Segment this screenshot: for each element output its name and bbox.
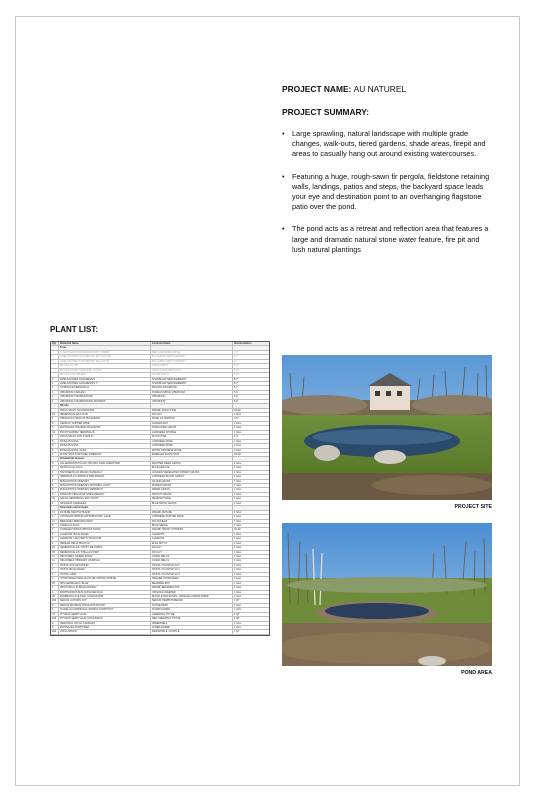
botanical-name-cell: HEUCHERA 'GREEN SPICE' bbox=[59, 555, 151, 558]
botanical-name-cell: HEMEROCALLIS 'HAPPY RETURNS' bbox=[59, 546, 151, 549]
common-name-cell: MEADOW SAGE bbox=[151, 497, 233, 500]
size-cell: 1 GAL bbox=[234, 572, 242, 576]
size-cell: 8-10' bbox=[234, 364, 240, 368]
qty-cell: 40 bbox=[51, 497, 59, 500]
qty-cell: 1 bbox=[51, 528, 59, 531]
common-name-cell: VIBURNUM bbox=[151, 400, 233, 403]
qty-cell: 28 bbox=[51, 595, 59, 598]
botanical-name-cell: BETULA NIGRA 'HERITAGE' CLUMP bbox=[59, 369, 151, 372]
botanical-name-cell: HEMEROCALLIS FULVA bbox=[59, 413, 151, 416]
common-name-cell: VIRGINIA CREEPER bbox=[151, 591, 233, 594]
pond-area-image bbox=[282, 523, 492, 666]
qty-cell: 1 bbox=[51, 471, 59, 474]
botanical-name-cell: EUONYMUS FORTUNEI 'EMERALD' bbox=[59, 453, 151, 456]
common-name-cell: PORCUPINE GRASS bbox=[151, 426, 233, 429]
summary-bullet-text: Large sprawling, natural landscape with multiple grade changes, walk-outs, tiered gardens, shade areas, firepit and areas to casually hang out around existing watercourses. bbox=[292, 129, 486, 159]
qty-cell: 3 bbox=[51, 351, 59, 354]
size-cell: 18-24" bbox=[234, 408, 242, 412]
plant-table-row bbox=[51, 630, 269, 634]
size-cell: 1 GAL bbox=[234, 550, 242, 554]
qty-cell: 1 bbox=[51, 400, 59, 403]
qty-cell: 1 bbox=[51, 417, 59, 420]
botanical-name-cell: BETULA PAPYRIFERA bbox=[59, 373, 151, 376]
botanical-name-cell: Ornamental Grasses bbox=[59, 457, 151, 460]
botanical-name-cell: IRIS PUMILA 'PURPLE FRINGE' bbox=[59, 586, 151, 589]
common-name-cell: GOLDEN RAY bbox=[151, 422, 233, 425]
botanical-name-cell: Perennials and Annuals bbox=[59, 506, 151, 509]
size-cell: 1 QT bbox=[234, 617, 240, 621]
common-name-cell: CLEMATIS bbox=[151, 533, 233, 536]
common-name-cell: DWARF HINOKI CYPRESS bbox=[151, 528, 233, 531]
qty-cell: 8 bbox=[51, 626, 59, 629]
common-name-cell: BLUE FESCUE bbox=[151, 466, 233, 469]
size-cell: 5-6' bbox=[234, 395, 239, 399]
common-name-cell: MUGO PINE bbox=[151, 435, 233, 438]
summary-bullet bbox=[282, 129, 492, 160]
size-cell: 1 GAL bbox=[234, 559, 242, 563]
qty-cell: 17 bbox=[51, 511, 59, 514]
common-name-cell: HERITAGE RIVER BIRCH bbox=[151, 369, 233, 372]
summary-bullet bbox=[282, 224, 492, 255]
size-cell: 1 GAL bbox=[234, 501, 242, 505]
qty-cell: 6 bbox=[51, 604, 59, 607]
size-cell: 5-6' bbox=[234, 399, 239, 403]
qty-cell: 1 bbox=[51, 568, 59, 571]
header-common-name: Common Name bbox=[151, 342, 233, 345]
common-name-cell: DAYLILY bbox=[151, 546, 233, 549]
common-name-cell: BALLERINA SERVICEBERRY bbox=[151, 355, 233, 358]
qty-cell bbox=[51, 369, 59, 372]
common-name-cell: EMERALD EUONYMUS bbox=[151, 453, 233, 456]
qty-cell: 1 bbox=[51, 435, 59, 438]
common-name-cell: DWARF MUGO PINE bbox=[151, 409, 233, 412]
common-name-cell bbox=[151, 506, 233, 509]
qty-cell bbox=[51, 364, 59, 367]
common-name-cell: WHITE JAPANESE ROSE bbox=[151, 449, 233, 452]
qty-cell: 1 bbox=[51, 515, 59, 518]
botanical-name-cell: ATHYRIUM NIPONICUM 'BURGUNDY LACE' bbox=[59, 515, 151, 518]
common-name-cell: RED JAPANESE MAPLE bbox=[151, 351, 233, 354]
botanical-name-cell: VIBURNUM CARLESII bbox=[59, 391, 151, 394]
common-name-cell: ZEBRA GRASS bbox=[151, 488, 233, 491]
common-name-cell: JAPANESE ROSE bbox=[151, 440, 233, 443]
common-name-cell: SHADBLOW SERVICEBERRY bbox=[151, 382, 233, 385]
botanical-name-cell: PINUS MUGO 'SLOWMOUND' bbox=[59, 409, 151, 412]
botanical-name-cell: AMELANCHIER CANADENSIS bbox=[59, 378, 151, 381]
botanical-name-cell: CALAMAGROSTIS ACUTIFLORA 'KARL FOERSTER' bbox=[59, 462, 151, 465]
project-name-label: PROJECT NAME: bbox=[282, 84, 352, 94]
bullet-icon: • bbox=[282, 171, 285, 181]
size-cell: 2 GAL bbox=[234, 577, 242, 581]
size-cell: 1 GAL bbox=[234, 626, 242, 629]
size-cell: 18-24" bbox=[234, 528, 242, 532]
qty-cell: 5 bbox=[51, 475, 59, 478]
common-name-cell: SHADBLOW SERVICEBERRY bbox=[151, 378, 233, 381]
summary-bullet-text: The pond acts as a retreat and reflection area that features a large and dramatic natural stone water feature, fire pit and lush natural plantings bbox=[292, 224, 489, 254]
size-cell: 1 GAL bbox=[234, 488, 242, 492]
qty-cell: 15 bbox=[51, 413, 59, 416]
common-name-cell: BLUE SEDGE bbox=[151, 524, 233, 527]
common-name-cell: BALLERINA SERVICEBERRY bbox=[151, 360, 233, 363]
size-cell: 7-8' bbox=[234, 350, 239, 354]
qty-cell: 1 bbox=[51, 586, 59, 589]
size-cell: 1 GAL bbox=[234, 523, 242, 527]
qty-cell: 1 bbox=[51, 573, 59, 576]
header-botanical-name: Botanical Name bbox=[59, 342, 151, 345]
botanical-name-cell: CORNUS ALTERNIFOLIA bbox=[59, 386, 151, 389]
size-cell: 6-7' bbox=[234, 377, 239, 381]
qty-cell: 10 bbox=[51, 431, 59, 434]
size-cell: 1 GAL bbox=[234, 497, 242, 501]
size-cell: 1 GAL bbox=[234, 484, 242, 487]
botanical-name-cell: THYMUS SERPYLLUM bbox=[59, 613, 151, 616]
botanical-name-cell: CHAMAECYPARIS OBTUSA 'NANA' bbox=[59, 528, 151, 531]
common-name-cell bbox=[151, 457, 233, 460]
qty-cell: 14 bbox=[51, 520, 59, 523]
common-name-cell: PEEGEE HYDRANGEA bbox=[151, 577, 233, 580]
common-name-cell: DAYLILY bbox=[151, 551, 233, 554]
common-name-cell: SWITCH GRASS bbox=[151, 493, 233, 496]
size-cell: 18-24" bbox=[234, 452, 242, 456]
botanical-name-cell: AMELANCHIER CANADENSIS 'T' bbox=[59, 382, 151, 385]
botanical-name-cell: HEUCHERA 'OBSIDIAN' (PURPLE) bbox=[59, 559, 151, 562]
size-cell: 3-4' bbox=[234, 435, 239, 439]
size-cell: 1 QT bbox=[234, 630, 240, 634]
botanical-name-cell: VERONICA 'ROYAL CANDLES' bbox=[59, 622, 151, 625]
botanical-name-cell: AMELANCHIER CANADENSIS BALLERINA bbox=[59, 360, 151, 363]
botanical-name-cell: PARTHENOCISSUS QUINQUEFOLIA bbox=[59, 591, 151, 594]
qty-cell: 14 bbox=[51, 555, 59, 558]
botanical-name-cell: Trees bbox=[59, 346, 151, 349]
botanical-name-cell: ROSA RUGOSA bbox=[59, 444, 151, 447]
size-cell: 1 GAL bbox=[234, 532, 242, 536]
qty-cell: 24 bbox=[51, 546, 59, 549]
size-cell: 1 GAL bbox=[234, 546, 242, 550]
common-name-cell: VIBURNUM bbox=[151, 395, 233, 398]
common-name-cell: SEDUM 'HERBSTFREUDE' bbox=[151, 599, 233, 602]
botanical-name-cell: SESLERIA CAERULEA bbox=[59, 502, 151, 505]
common-name-cell: PAGODA DOGWOOD bbox=[151, 386, 233, 389]
common-name-cell: MAIDEN GRASS bbox=[151, 484, 233, 487]
botanical-name-cell: HOSTA 'AUGUST MOON' bbox=[59, 564, 151, 567]
botanical-name-cell: VIBURNUM X BURKWOODII 'MOHAWK' bbox=[59, 400, 151, 403]
size-cell: 1 QT bbox=[234, 612, 240, 616]
botanical-name-cell: CEDRUS 'COPPER WIRE' bbox=[59, 422, 151, 425]
botanical-name-cell: HAKONECHLOA MACRA 'AUREOLA' bbox=[59, 471, 151, 474]
qty-cell: 1 bbox=[51, 453, 59, 456]
common-name-cell: GOLDEN VARIEGATED FOREST GRASS bbox=[151, 471, 233, 474]
botanical-name-cell: IMPERATA CYLINDRICA 'RED BARON' bbox=[59, 475, 151, 478]
botanical-name-cell: PINUS MUGO VAR. PUMILIO bbox=[59, 435, 151, 438]
botanical-name-cell: ECHINACEA PURPUREA bbox=[59, 626, 151, 629]
plant-list-title: PLANT LIST: bbox=[50, 325, 98, 334]
qty-cell: 8 bbox=[51, 422, 59, 425]
size-cell: 6-7' bbox=[234, 381, 239, 385]
qty-cell: 2 bbox=[51, 622, 59, 625]
size-cell: 1 GAL bbox=[234, 421, 242, 425]
common-name-cell: FOAMFLOWER bbox=[151, 608, 233, 611]
qty-cell: 200 bbox=[51, 630, 59, 633]
size-cell: 1 GAL bbox=[234, 608, 242, 612]
qty-cell: 35 bbox=[51, 551, 59, 554]
size-cell: 1 GAL bbox=[234, 563, 242, 567]
size-cell: 1 GAL bbox=[234, 461, 242, 465]
qty-cell: 14 bbox=[51, 559, 59, 562]
qty-cell: 1 bbox=[51, 395, 59, 398]
size-cell: 8-10' bbox=[234, 368, 240, 372]
qty-cell: 6 bbox=[51, 426, 59, 429]
pond-area-caption: POND AREA bbox=[461, 670, 492, 676]
common-name-cell: BLUE MOOR GRASS bbox=[151, 502, 233, 505]
common-name-cell: CONEFLOWER bbox=[151, 626, 233, 629]
size-cell: 1 GAL bbox=[234, 586, 242, 590]
qty-cell: 1 bbox=[51, 502, 59, 505]
botanical-name-cell: ACER PALMATUM 'BLOODGOOD' HYBRID bbox=[59, 351, 151, 354]
common-name-cell: PERIWINKLE / MYRTLE bbox=[151, 630, 233, 633]
size-cell bbox=[233, 404, 269, 407]
common-name-cell: SILVER GRASS bbox=[151, 480, 233, 483]
botanical-name-cell: SEDUM SPURIUM 'DRAGON'S BLOOD' bbox=[59, 604, 151, 607]
qty-cell: 5 bbox=[51, 440, 59, 443]
size-cell: 1 GAL bbox=[234, 510, 242, 514]
common-name-cell: CORAL BELLS bbox=[151, 559, 233, 562]
botanical-name-cell: VIBURNUM X BURKWOODII bbox=[59, 395, 151, 398]
bullet-icon: • bbox=[282, 224, 285, 234]
qty-cell: 25 bbox=[51, 582, 59, 585]
botanical-name-cell: MISCANTHUS SINENSIS 'ZEBRINUS' bbox=[59, 488, 151, 491]
qty-cell: 5 bbox=[51, 524, 59, 527]
qty-cell: 72 bbox=[51, 613, 59, 616]
botanical-name-cell: HOSTA 'JUNE' bbox=[59, 573, 151, 576]
project-info bbox=[282, 84, 492, 267]
common-name-cell: HOSTA / PLANTAIN LILY bbox=[151, 573, 233, 576]
common-name-cell: SPEEDWELL bbox=[151, 622, 233, 625]
botanical-name-cell: ASTILBE 'DEUTSCHLAND' bbox=[59, 511, 151, 514]
qty-cell: 1 bbox=[51, 480, 59, 483]
project-name bbox=[282, 84, 492, 94]
size-cell: 1 GAL bbox=[234, 430, 242, 434]
botanical-name-cell: IRIS GERMANICA 'BLUE' bbox=[59, 582, 151, 585]
common-name-cell: ENGLISH IVY bbox=[151, 542, 233, 545]
common-name-cell bbox=[151, 404, 233, 407]
project-site-caption: PROJECT SITE bbox=[454, 504, 492, 510]
size-cell: 6-7' bbox=[234, 386, 239, 390]
common-name-cell: KOREAN SPICE VIBURNUM bbox=[151, 391, 233, 394]
header-qty: Qty bbox=[51, 342, 59, 345]
size-cell: 2 GAL bbox=[234, 439, 242, 443]
qty-cell: 5 bbox=[51, 449, 59, 452]
qty-cell bbox=[51, 506, 59, 509]
botanical-name-cell: HYDRANGEA PANICULATA (BLUSHING SPRITE) bbox=[59, 577, 151, 580]
common-name-cell: STONECROP bbox=[151, 604, 233, 607]
botanical-name-cell: BERGENIA 'BRESSINGHAM' bbox=[59, 520, 151, 523]
qty-cell: 5 bbox=[51, 533, 59, 536]
botanical-name-cell: TIARELLA CORDIFOLIA 'SPRING SYMPHONY' bbox=[59, 608, 151, 611]
botanical-name-cell: Shrubs bbox=[59, 404, 151, 407]
pond-area-photo bbox=[282, 523, 492, 666]
qty-cell: 3 bbox=[51, 493, 59, 496]
size-cell: 2 GAL bbox=[234, 448, 242, 452]
qty-cell: 1 bbox=[51, 608, 59, 611]
project-site-image bbox=[282, 355, 492, 500]
size-cell: 1 GAL bbox=[234, 515, 242, 519]
size-cell bbox=[233, 457, 269, 460]
size-cell: 1 GAL bbox=[234, 541, 242, 545]
qty-cell: 200 bbox=[51, 599, 59, 602]
common-name-cell: DAYLILY bbox=[151, 413, 233, 416]
common-name-cell: HOSTA / PLANTAIN LILY bbox=[151, 564, 233, 567]
qty-cell: 100 bbox=[51, 617, 59, 620]
common-name-cell bbox=[151, 346, 233, 349]
size-cell: 4-5' bbox=[234, 417, 239, 421]
size-cell: 1 GAL bbox=[234, 479, 242, 483]
header-size-condition: Size/Condition bbox=[234, 342, 252, 345]
botanical-name-cell: CAREX GLAUCA bbox=[59, 524, 151, 527]
botanical-name-cell: RUDBECKIA FULGIDA 'GOLDSTURM' bbox=[59, 595, 151, 598]
common-name-cell: JAPANESE SPURGE bbox=[151, 431, 233, 434]
botanical-name-cell: ECHINACEA 'PRAIRIE SPLENDOR' bbox=[59, 426, 151, 429]
size-cell bbox=[233, 506, 269, 509]
botanical-name-cell: HEDERA HELIX 'BALTICA' bbox=[59, 542, 151, 545]
botanical-name-cell: AMELANCHIER CANADENSIS (BALLERINA) bbox=[59, 355, 151, 358]
size-cell: 8-10' bbox=[234, 373, 240, 377]
size-cell: 1 GAL bbox=[234, 475, 242, 479]
botanical-name-cell: ROSA RUGOSA 'ALBA' bbox=[59, 449, 151, 452]
qty-cell: 2 bbox=[51, 466, 59, 469]
plant-list-table bbox=[50, 341, 270, 636]
common-name-cell: DWARF ASTILBE bbox=[151, 511, 233, 514]
botanical-name-cell: MISCANTHUS SINENSIS bbox=[59, 480, 151, 483]
qty-cell: 3 bbox=[51, 378, 59, 381]
size-cell: 1 GAL bbox=[234, 537, 242, 541]
qty-cell bbox=[51, 346, 59, 349]
project-site-photo bbox=[282, 355, 492, 500]
botanical-name-cell: ROSA RUGOSA bbox=[59, 440, 151, 443]
common-name-cell: FEATHER REED GRASS bbox=[151, 462, 233, 465]
qty-cell: 3 bbox=[51, 360, 59, 363]
size-cell: 1 GAL bbox=[234, 492, 242, 496]
common-name-cell: ROSE OF SHARON bbox=[151, 417, 233, 420]
common-name-cell: JAPANESE BLOOD GRASS bbox=[151, 475, 233, 478]
common-name-cell: DWARF BEARDED IRIS bbox=[151, 586, 233, 589]
size-cell: 6-7' bbox=[234, 355, 239, 359]
common-name-cell: RED CREEPING THYME bbox=[151, 617, 233, 620]
size-cell: 1 GAL bbox=[234, 603, 242, 607]
size-cell: 1 GAL bbox=[234, 426, 242, 430]
common-name-cell: PAPER BIRCH bbox=[151, 373, 233, 376]
common-name-cell: BLACK EYED SUSAN / ORANGE CONEFLOWER bbox=[151, 595, 233, 598]
qty-cell: 1 bbox=[51, 564, 59, 567]
size-cell: 1 GAL bbox=[234, 621, 242, 625]
size-cell: 1 GAL bbox=[234, 413, 242, 416]
botanical-name-cell: HEMEROCALLIS 'STELLA D'ORO' bbox=[59, 551, 151, 554]
botanical-name-cell: PANICUM VIRGATUM 'SHENANDOAH' bbox=[59, 493, 151, 496]
botanical-name-cell: BETULA NIGRA bbox=[59, 364, 151, 367]
qty-cell: 1 bbox=[51, 577, 59, 580]
qty-cell: 1 bbox=[51, 391, 59, 394]
botanical-name-cell: VINCA MINOR bbox=[59, 630, 151, 633]
common-name-cell: CREEPING THYME bbox=[151, 613, 233, 616]
size-cell: 2 GAL bbox=[234, 444, 242, 448]
qty-cell bbox=[51, 404, 59, 407]
botanical-name-cell: HOSTA 'BLUE ANGEL' bbox=[59, 568, 151, 571]
size-cell: 1 GAL bbox=[234, 470, 242, 474]
size-cell: 5-6' bbox=[234, 390, 239, 394]
summary-bullet bbox=[282, 172, 492, 213]
botanical-name-cell: HIBISCUS SYRIACUS 'BLUE BIRD' bbox=[59, 417, 151, 420]
common-name-cell: RIVER BIRCH bbox=[151, 364, 233, 367]
project-summary-heading: PROJECT SUMMARY: bbox=[282, 107, 370, 117]
botanical-name-cell: FESTUCA GLAUCA bbox=[59, 466, 151, 469]
size-cell: 1 GAL bbox=[234, 594, 242, 598]
botanical-name-cell: PACHYSANDRA TERMINALIS bbox=[59, 431, 151, 434]
size-cell: 1 GAL bbox=[234, 519, 242, 523]
qty-cell: 5 bbox=[51, 444, 59, 447]
botanical-name-cell: SEDUM 'AUTUMN JOY' bbox=[59, 599, 151, 602]
qty-cell: 5 bbox=[51, 488, 59, 491]
size-cell: 6-7' bbox=[234, 359, 239, 363]
botanical-name-cell: THYMUS SERPYLLUM 'COCCINEUS' bbox=[59, 617, 151, 620]
common-name-cell: PIG SQUEAK bbox=[151, 520, 233, 523]
qty-cell: 1 bbox=[51, 355, 59, 358]
botanical-name-cell: CLEMATIS 'LADY BETTY BALFOUR' bbox=[59, 537, 151, 540]
qty-cell: 5 bbox=[51, 484, 59, 487]
common-name-cell: JAPANESE ROSE bbox=[151, 444, 233, 447]
qty-cell: 6 bbox=[51, 537, 59, 540]
qty-cell: 5 bbox=[51, 462, 59, 465]
size-cell: 1 GAL bbox=[234, 590, 242, 594]
size-cell bbox=[233, 346, 269, 349]
common-name-cell: CLEMATIS bbox=[151, 537, 233, 540]
common-name-cell: CORAL BELLS bbox=[151, 555, 233, 558]
qty-cell: 1 bbox=[51, 386, 59, 389]
bullet-icon: • bbox=[282, 129, 285, 138]
size-cell: 1 QT bbox=[234, 599, 240, 603]
size-cell: 1 GAL bbox=[234, 568, 242, 572]
size-cell: 1 GAL bbox=[234, 555, 242, 558]
common-name-cell: HOSTA / PLANTAIN LILY bbox=[151, 568, 233, 571]
qty-cell bbox=[51, 409, 59, 412]
size-cell: 1 GAL bbox=[234, 466, 242, 470]
project-name-value: AU NATUREL bbox=[353, 84, 407, 94]
common-name-cell: JAPANESE PAINTED FERN bbox=[151, 515, 233, 518]
qty-cell: 1 bbox=[51, 591, 59, 594]
common-name-cell: BEARDED IRIS bbox=[151, 582, 233, 585]
qty-cell bbox=[51, 373, 59, 376]
botanical-name-cell: MISCANTHUS SINENSIS 'MORNING LIGHT' bbox=[59, 484, 151, 487]
qty-cell bbox=[51, 457, 59, 460]
qty-cell: 1 bbox=[51, 382, 59, 385]
botanical-name-cell: CLEMATIS 'BLUE ANGEL' bbox=[59, 533, 151, 536]
summary-bullet-text: Featuring a huge, rough-sawn fir pergola, fieldstone retaining walls, landings, patios and steps, the backyard space leads your eye and destination point to an overhanging flagstone patio over the pond. bbox=[292, 171, 490, 212]
botanical-name-cell: SALVIA NEMOROSA 'MAY NIGHT' bbox=[59, 497, 151, 500]
size-cell: 1 GAL bbox=[234, 581, 242, 585]
qty-cell: 1 bbox=[51, 542, 59, 545]
